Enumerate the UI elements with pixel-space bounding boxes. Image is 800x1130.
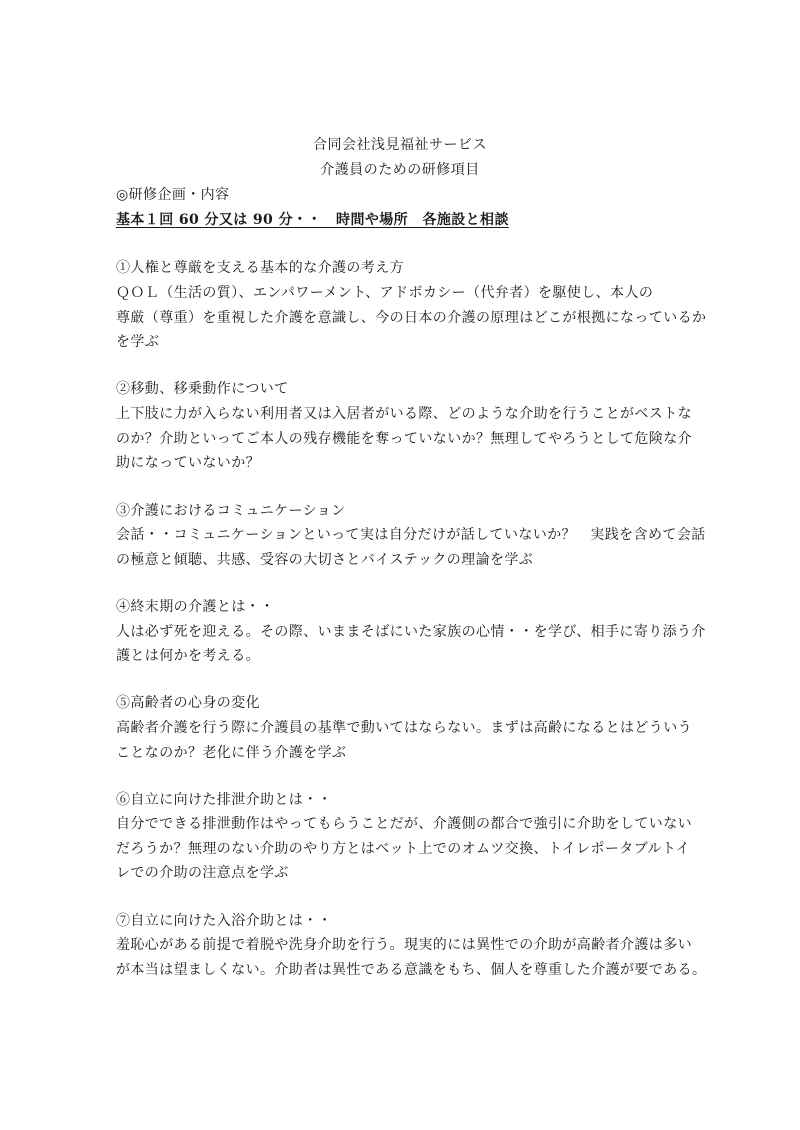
section-text-line: のか？介助といってご本人の残存機能を奪っていないか？無理してやろうとして危険な介 [116,431,692,447]
section-text-line: 会話・・コミュニケーションといって実は自分だけが話していないか？ 実践を含めて会話 [116,527,706,543]
section-text-line: 人は必ず死を迎える。その際、いままそばにいた家族の心情・・を学び、相手に寄り添う介 [116,624,706,640]
section-heading: ③介護におけるコミュニケーション [116,503,346,519]
section-heading: ①人権と尊厳を支える基本的な介護の考え方 [116,260,404,276]
section-text-line: 護とは何かを考える。 [116,648,260,664]
section-text-line: 自分でできる排泄動作はやってもらうことだが、介護側の都合で強引に介助をしていない [116,816,692,832]
section-text-line: だろうか？無理のない介助のやり方とはベット上でのオムツ交換、トイレポータブルトイ [116,841,691,857]
section-text-line: ことなのか？老化に伴う介護を学ぶ [116,745,347,761]
section-text-line: 上下肢に力が入らない利用者又は入居者がいる際、どのような介助を行うことがベストな [116,406,692,422]
section-text-line: を学ぶ [116,334,160,350]
section-text-line: レでの介助の注意点を学ぶ [116,865,289,881]
section-heading: ⑦自立に向けた入浴介助とは・・ [116,913,332,929]
section-text-line: の極意と傾聴、共感、受容の大切さとバイステックの理論を学ぶ [116,552,534,568]
section-text-line: 高齢者介護を行う際に介護員の基準で動いてはならない。まずは高齢になるとはどういう [116,720,692,736]
intro-heading: ◎研修企画・内容 [116,187,230,203]
document-title: 介護員のための研修項目 [320,162,480,178]
section-text-line: が本当は望ましくない。介助者は異性である意識をもち、個人を尊重した介護が要である。 [116,962,707,978]
section-text-line: ＱＯＬ（生活の質）、エンパワーメント、アドボカシー（代弁者）を駆使し、本人の [116,285,654,301]
company-name: 合同会社浅見福祉サービス [313,137,487,153]
section-text-line: 助になっていないか？ [116,455,260,471]
intro-note: 基本１回 60 分又は 90 分・・ 時間や場所 各施設と相談 [116,212,509,228]
section-heading: ④終末期の介護とは・・ [116,599,275,615]
section-text-line: 羞恥心がある前提で着脱や洗身介助を行う。現実的には異性での介助が高齢者介護は多い [116,937,692,953]
section-heading: ⑥自立に向けた排泄介助とは・・ [116,792,332,808]
section-heading: ②移動、移乗動作について [116,381,289,397]
section-heading: ⑤高齢者の心身の変化 [116,695,260,711]
section-text-line: 尊厳（尊重）を重視した介護を意識し、今の日本の介護の原理はどこが根拠になっているか [116,310,707,326]
